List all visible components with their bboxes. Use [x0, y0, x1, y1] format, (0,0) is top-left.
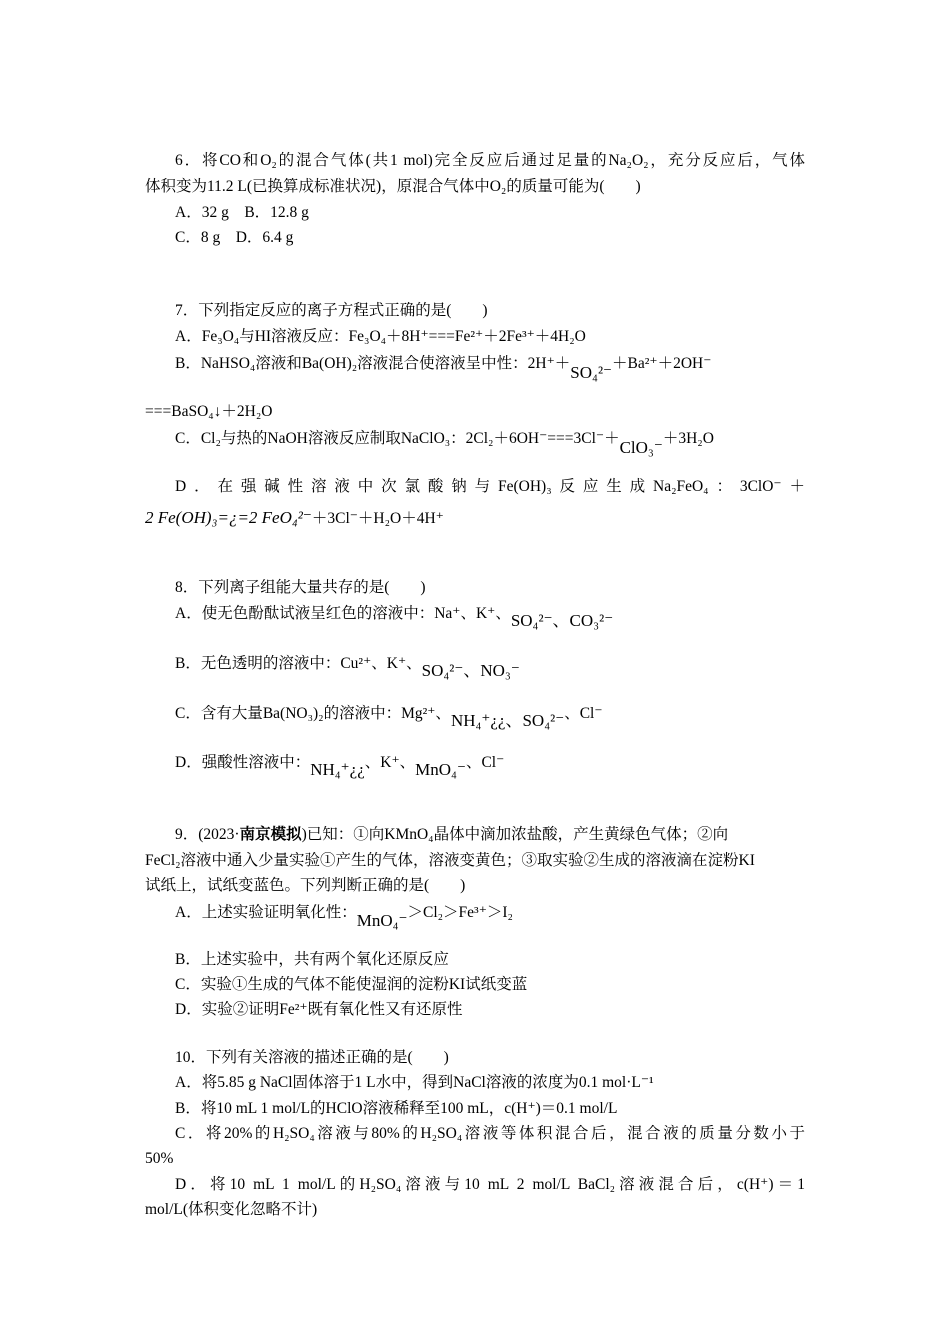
q10-stem: 10．下列有关溶液的描述正确的是( ): [175, 1049, 449, 1066]
q7-b-text1: B．NaHSO₄溶液和Ba(OH)₂溶液混合使溶液呈中性：2H⁺＋: [175, 355, 571, 372]
q8-d-text2: 、K⁺、: [364, 754, 416, 771]
q8-a-text: A．使无色酚酞试液呈红色的溶液中：Na⁺、K⁺、: [175, 605, 511, 622]
q9-option-d: D．实验②证明Fe²⁺既有氧化性又有还原性: [175, 1001, 463, 1018]
q6-options-cd: C．8 g D．6.4 g: [175, 229, 294, 246]
q7-b-text2: ＋Ba²⁺＋2OH⁻: [612, 355, 712, 372]
q9-line2: FeCl₂溶液中通入少量实验①产生的气体，溶液变黄色；③取实验②生成的溶液滴在淀粉KI: [145, 852, 755, 869]
q8-c-ions: NH₄⁺¿¿、SO₄²⁻: [450, 711, 565, 730]
q7-c-text2: ＋3H₂O: [662, 430, 714, 447]
q9-a-permanganate-ion: MnO₄⁻: [356, 911, 408, 930]
q6-line1: 6．将CO和O₂的混合气体(共1 mol)完全反应后通过足量的Na₂O₂，充分反应后，气体: [175, 152, 805, 169]
q10-option-c: C．将20%的H₂SO₄溶液与80%的H₂SO₄溶液等体积混合后，混合液的质量分数小于: [175, 1125, 805, 1142]
q8-b-ions: SO₄²⁻、NO₃⁻: [421, 661, 520, 680]
q9-line3: 试纸上，试纸变蓝色。下列判断正确的是( ): [145, 877, 466, 894]
q8-d-text: D．强酸性溶液中：: [175, 754, 311, 771]
q10-option-a: A．将5.85 g NaCl固体溶于1 L水中，得到NaCl溶液的浓度为0.1 mol·L⁻¹: [175, 1074, 654, 1091]
q7-option-b-cont: ===BaSO₄↓＋2H₂O: [145, 403, 273, 420]
q8-d-permanganate-ion: MnO₄⁻: [415, 760, 466, 779]
q9-line1: [175, 825, 728, 845]
q9-a-text2: ＞Cl₂＞Fe³⁺＞I₂: [407, 904, 513, 921]
q8-option-c: [175, 703, 603, 730]
q10-option-d: D．将10 mL 1 mol/L的H₂SO₄溶液与10 mL 2 mol/L BaCl₂溶液混合后，c(H⁺)＝1: [175, 1176, 805, 1193]
q9-option-c: C．实验①生成的气体不能使湿润的淀粉KI试纸变蓝: [175, 976, 528, 993]
q7-option-d: D．在强碱性溶液中次氯酸钠与Fe(OH)₃反应生成Na₂FeO₄：3ClO⁻＋: [175, 478, 805, 495]
q8-b-text: B．无色透明的溶液中：Cu²⁺、K⁺、: [175, 655, 422, 672]
q9-line1-rest: )已知：①向KMnO₄晶体中滴加浓盐酸，产生黄绿色气体；②向: [301, 826, 729, 843]
q7-stem: 7．下列指定反应的离子方程式正确的是( ): [175, 302, 488, 319]
q9-source: 南京模拟: [239, 826, 302, 843]
q9-number: 9．(2023·: [175, 826, 240, 843]
q8-c-text2: 、Cl⁻: [564, 705, 603, 722]
q8-stem: 8．下列离子组能大量共存的是( ): [175, 579, 426, 596]
q8-option-b: [175, 653, 520, 680]
q10-option-c-cont: 50%: [145, 1150, 174, 1167]
q7-b-sulfate-ion: SO₄²⁻: [570, 363, 613, 382]
q9-a-text: A．上述实验证明氧化性：: [175, 904, 357, 921]
q7-d-equation-rest: ＋3Cl⁻＋H₂O＋4H⁺: [311, 510, 444, 527]
q8-c-text: C．含有大量Ba(NO₃)₂的溶液中：Mg²⁺、: [175, 705, 451, 722]
q9-option-b: B．上述实验中，共有两个氧化还原反应: [175, 951, 449, 968]
q8-d-ammonium-ion: NH₄⁺¿¿: [310, 760, 365, 779]
q8-a-ions: SO₄²⁻、CO₃²⁻: [510, 611, 614, 630]
q7-c-chlorate-ion: ClO₃⁻: [619, 438, 663, 457]
q7-option-a: A．Fe₃O₄与HI溶液反应：Fe₃O₄＋8H⁺===Fe²⁺＋2Fe³⁺＋4H₂O: [175, 328, 586, 345]
q10-option-d-cont: mol/L(体积变化忽略不计): [145, 1201, 318, 1218]
q6-options-ab: A．32 g B．12.8 g: [175, 204, 309, 221]
q7-d-equation-part: 2 Fe(OH)₃=¿=2 FeO₄²⁻: [145, 508, 312, 527]
q8-d-text3: 、Cl⁻: [465, 754, 505, 771]
q6-line2: 体积变为11.2 L(已换算成标准状况)，原混合气体中O₂的质量可能为( ): [145, 178, 641, 195]
q10-option-b: B．将10 mL 1 mol/L的HClO溶液稀释至100 mL，c(H⁺)＝0.1 mol/L: [175, 1100, 618, 1117]
q7-c-text1: C．Cl₂与热的NaOH溶液反应制取NaClO₃：2Cl₂＋6OH⁻===3Cl⁻＋: [175, 430, 620, 447]
q7-option-c: [175, 428, 714, 457]
q8-option-d: [175, 752, 505, 779]
q8-option-a: [175, 603, 614, 630]
q7-option-d-cont: [145, 508, 444, 529]
q9-option-a: [175, 902, 513, 930]
q7-option-b: [175, 353, 712, 382]
